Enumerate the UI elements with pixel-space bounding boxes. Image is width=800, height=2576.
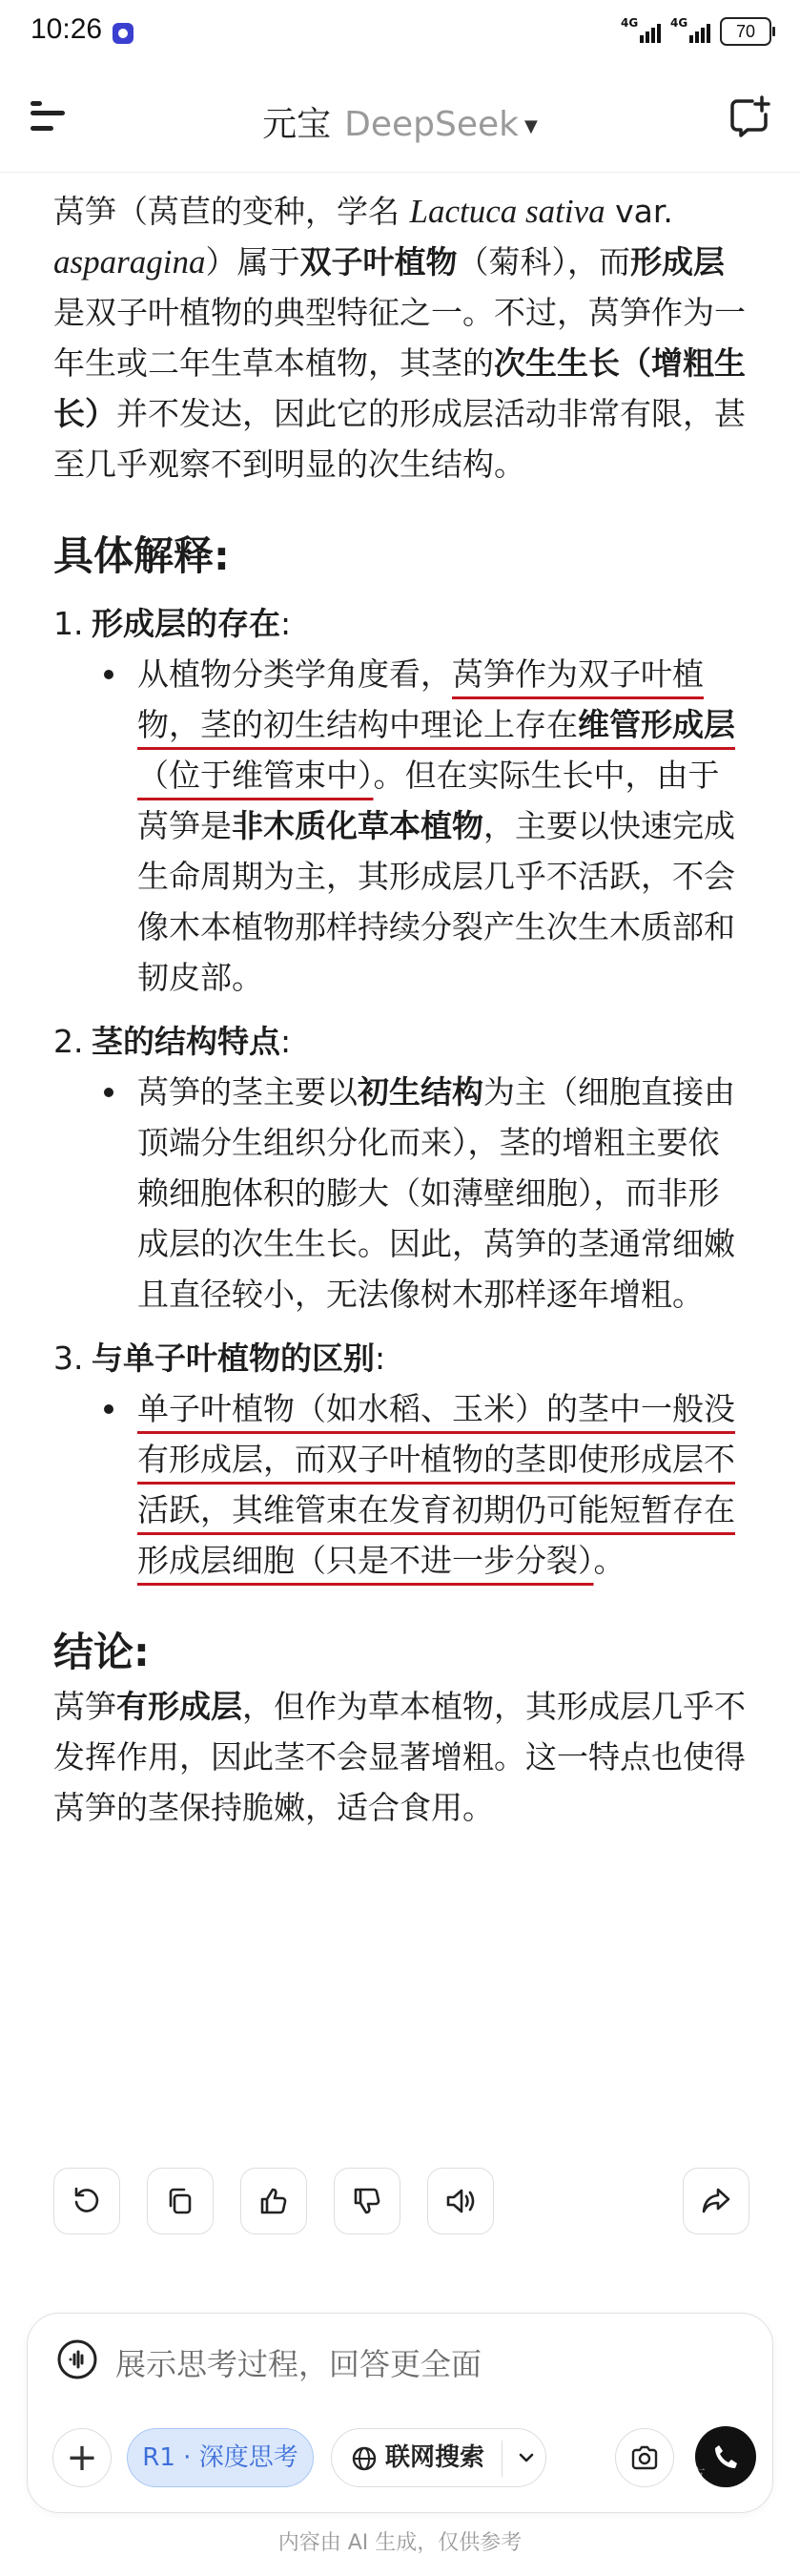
cell-signal-2-icon [670, 16, 710, 43]
status-time: 10:26 [31, 13, 103, 45]
thumbs-up-icon [257, 2185, 290, 2217]
network-type-label-2: 4G [670, 16, 688, 30]
app-title: 元宝 [262, 105, 332, 144]
copy-button[interactable] [147, 2168, 214, 2234]
ai-disclaimer: 内容由 AI 生成，仅供参考 [277, 2531, 523, 2555]
battery-icon: 70 [720, 17, 771, 46]
dislike-button[interactable] [334, 2168, 400, 2234]
list-item-bullet: 从植物分类学角度看，莴笋作为双子叶植物，茎的初生结构中理论上存在维管形成层（位于维管束中）。但在实际生长中，由于莴笋是非木质化草本植物，主要以快速完成生命周期为主，其形成层几乎不活跃，不会像木本植物那样持续分裂产生次生木质部和韧皮部。 [53, 649, 749, 1003]
like-button[interactable] [240, 2168, 307, 2234]
thumbs-down-icon [351, 2185, 383, 2217]
model-name: DeepSeek [344, 105, 520, 144]
intro-paragraph: 莴笋（莴苣的变种，学名 Lactuca sativa var. asparagina）属于双子叶植物（菊科），而形成层是双子叶植物的典型特征之一。不过，莴笋作为一年生或二年生草本植物，其茎的次生生长（增粗生长）并不发达，因此它的形成层活动非常有限，甚至几乎观察不到明显的次生结构。 [53, 193, 746, 483]
chat-composer [27, 2313, 773, 2513]
camera-button[interactable] [615, 2428, 674, 2487]
share-icon [700, 2185, 732, 2217]
chevron-down-icon[interactable] [513, 2444, 540, 2471]
plus-icon: + [66, 2436, 98, 2480]
new-chat-icon[interactable] [728, 95, 771, 139]
red-underline-highlight: 莴笋作为双子叶植物，茎的初生结构中理论上存在维管形成层（位于维管束中） [137, 655, 735, 794]
status-bar [0, 0, 800, 69]
watermark: 东方 [671, 2465, 706, 2485]
share-button[interactable] [683, 2168, 749, 2234]
copy-icon [164, 2185, 196, 2217]
cell-signal-icon [621, 16, 661, 43]
phone-icon [710, 2441, 741, 2472]
list-item-bullet: 莴笋的茎主要以初生结构为主（细胞直接由顶端分生组织分化而来），茎的增粗主要依赖细胞体积的膨大（如薄壁细胞），而非形成层的次生生长。因此，莴笋的茎通常细嫩且直径较小，无法像树木那样逐年增粗。 [53, 1067, 749, 1319]
list-item-title: 3. 与单子叶植物的区别: [53, 1340, 386, 1377]
list-item-title: 1. 形成层的存在: [53, 605, 292, 642]
answer-actions [53, 2168, 749, 2234]
divider [502, 2441, 503, 2477]
top-nav [0, 69, 800, 173]
web-search-label: 联网搜索 [385, 2443, 485, 2472]
thinking-wave-icon [56, 2338, 98, 2380]
globe-icon [351, 2445, 378, 2472]
network-type-label: 4G [621, 16, 639, 30]
deep-think-toggle[interactable]: R1 · 深度思考 [127, 2428, 314, 2487]
app-notification-icon [113, 23, 133, 44]
regenerate-button[interactable] [53, 2168, 120, 2234]
section-heading-conclusion: 结论: [53, 1629, 150, 1675]
list-item-bullet: 单子叶植物（如水稻、玉米）的茎中一般没有形成层，而双子叶植物的茎即使形成层不活跃，其维管束在发育初期仍可能短暂存在形成层细胞（只是不进一步分裂）。 [53, 1383, 749, 1586]
red-underline-highlight: 单子叶植物（如水稻、玉米）的茎中一般没有形成层，而双子叶植物的茎即使形成层不活跃，其维管束在发育初期仍可能短暂存在形成层细胞（只是不进一步分裂） [137, 1390, 735, 1579]
refresh-icon [71, 2185, 103, 2217]
attach-button[interactable] [52, 2428, 112, 2487]
list-item-title: 2. 茎的结构特点: [53, 1023, 292, 1060]
camera-icon [629, 2442, 660, 2473]
explain-list [53, 598, 749, 1586]
section-heading-explain: 具体解释: [53, 532, 230, 579]
read-aloud-icon [444, 2185, 477, 2217]
caret-down-icon: ▼ [524, 115, 538, 136]
conclusion-paragraph: 莴笋有形成层，但作为草本植物，其形成层几乎不发挥作用，因此茎不会显著增粗。这一特点也使得莴笋的茎保持脆嫩，适合食用。 [53, 1688, 746, 1826]
chat-input[interactable]: 展示思考过程，回答更全面 [115, 2346, 482, 2382]
web-search-toggle[interactable] [331, 2428, 546, 2487]
read-aloud-button[interactable] [427, 2168, 494, 2234]
answer-content [53, 186, 749, 1833]
model-selector[interactable] [0, 97, 800, 146]
